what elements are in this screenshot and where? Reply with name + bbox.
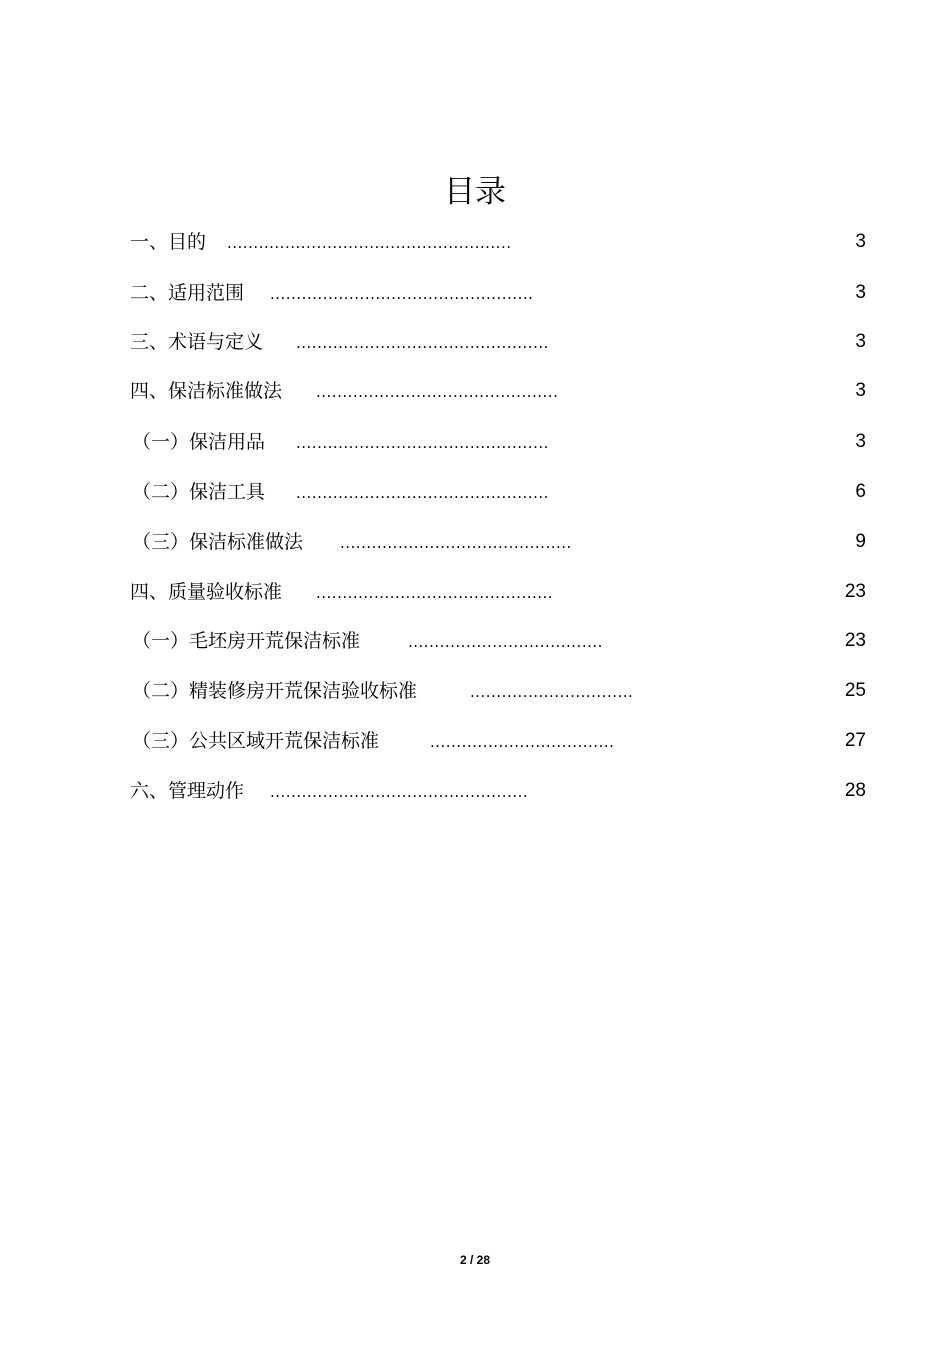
toc-entry-leader: ................................................. — [270, 783, 529, 801]
toc-entry-6[interactable] — [0, 478, 950, 506]
toc-entry-page-number: 27 — [844, 730, 866, 751]
toc-entry-label: （二）保洁工具 — [132, 481, 266, 503]
toc-entry-12[interactable] — [0, 777, 950, 805]
page-number-footer: 2 / 28 — [459, 1253, 491, 1267]
toc-entry-label: （一）保洁用品 — [132, 431, 266, 453]
toc-entry-leader: ................................................ — [296, 434, 549, 452]
toc-entry-page-number: 28 — [844, 780, 866, 801]
toc-entry-leader: ................................................ — [296, 484, 549, 502]
toc-entry-label: 四、质量验收标准 — [130, 581, 283, 603]
toc-entry-page-number: 3 — [855, 282, 866, 303]
toc-entry-page-number: 23 — [844, 630, 866, 651]
toc-entry-5[interactable] — [0, 428, 950, 456]
toc-entry-leader: ...................................................... — [227, 234, 512, 252]
toc-entry-7[interactable] — [0, 528, 950, 556]
toc-entry-3[interactable] — [0, 328, 950, 356]
toc-entry-11[interactable] — [0, 727, 950, 755]
toc-entry-8[interactable] — [0, 578, 950, 606]
toc-entry-leader: ............................................ — [340, 534, 572, 552]
toc-entry-1[interactable] — [0, 228, 950, 256]
toc-entry-label: （三）保洁标准做法 — [132, 531, 304, 553]
toc-entry-page-number: 3 — [855, 231, 866, 252]
toc-entry-page-number: 9 — [855, 531, 866, 552]
toc-entry-leader: ............................... — [470, 683, 634, 701]
toc-entry-label: 二、适用范围 — [130, 282, 245, 304]
toc-entry-page-number: 23 — [844, 581, 866, 602]
toc-entry-label: 四、保洁标准做法 — [130, 380, 283, 402]
toc-entry-leader: ............................................. — [316, 584, 554, 602]
toc-entry-page-number: 6 — [855, 481, 866, 502]
toc-entry-4[interactable] — [0, 377, 950, 405]
toc-entry-page-number: 3 — [855, 380, 866, 401]
toc-entry-10[interactable] — [0, 677, 950, 705]
toc-entry-leader: .............................................. — [316, 383, 559, 401]
toc-entry-label: （二）精装修房开荒保洁验收标准 — [132, 680, 418, 702]
toc-entry-page-number: 3 — [855, 431, 866, 452]
toc-entry-label: （一）毛坯房开荒保洁标准 — [132, 630, 361, 652]
toc-entry-leader: ................................................ — [296, 334, 549, 352]
toc-entry-page-number: 3 — [855, 331, 866, 352]
toc-entry-2[interactable] — [0, 279, 950, 307]
toc-entry-leader: .................................................. — [270, 285, 534, 303]
toc-entry-leader: ................................... — [430, 733, 615, 751]
toc-entry-label: 三、术语与定义 — [130, 331, 264, 353]
toc-entry-9[interactable] — [0, 627, 950, 655]
toc-entry-label: 一、目的 — [130, 231, 207, 253]
toc-entry-label: （三）公共区域开荒保洁标准 — [132, 730, 380, 752]
page-title: 目录 — [444, 174, 506, 210]
toc-entry-label: 六、管理动作 — [130, 780, 245, 802]
toc-entry-leader: ..................................... — [408, 633, 603, 651]
toc-entry-page-number: 25 — [844, 680, 866, 701]
